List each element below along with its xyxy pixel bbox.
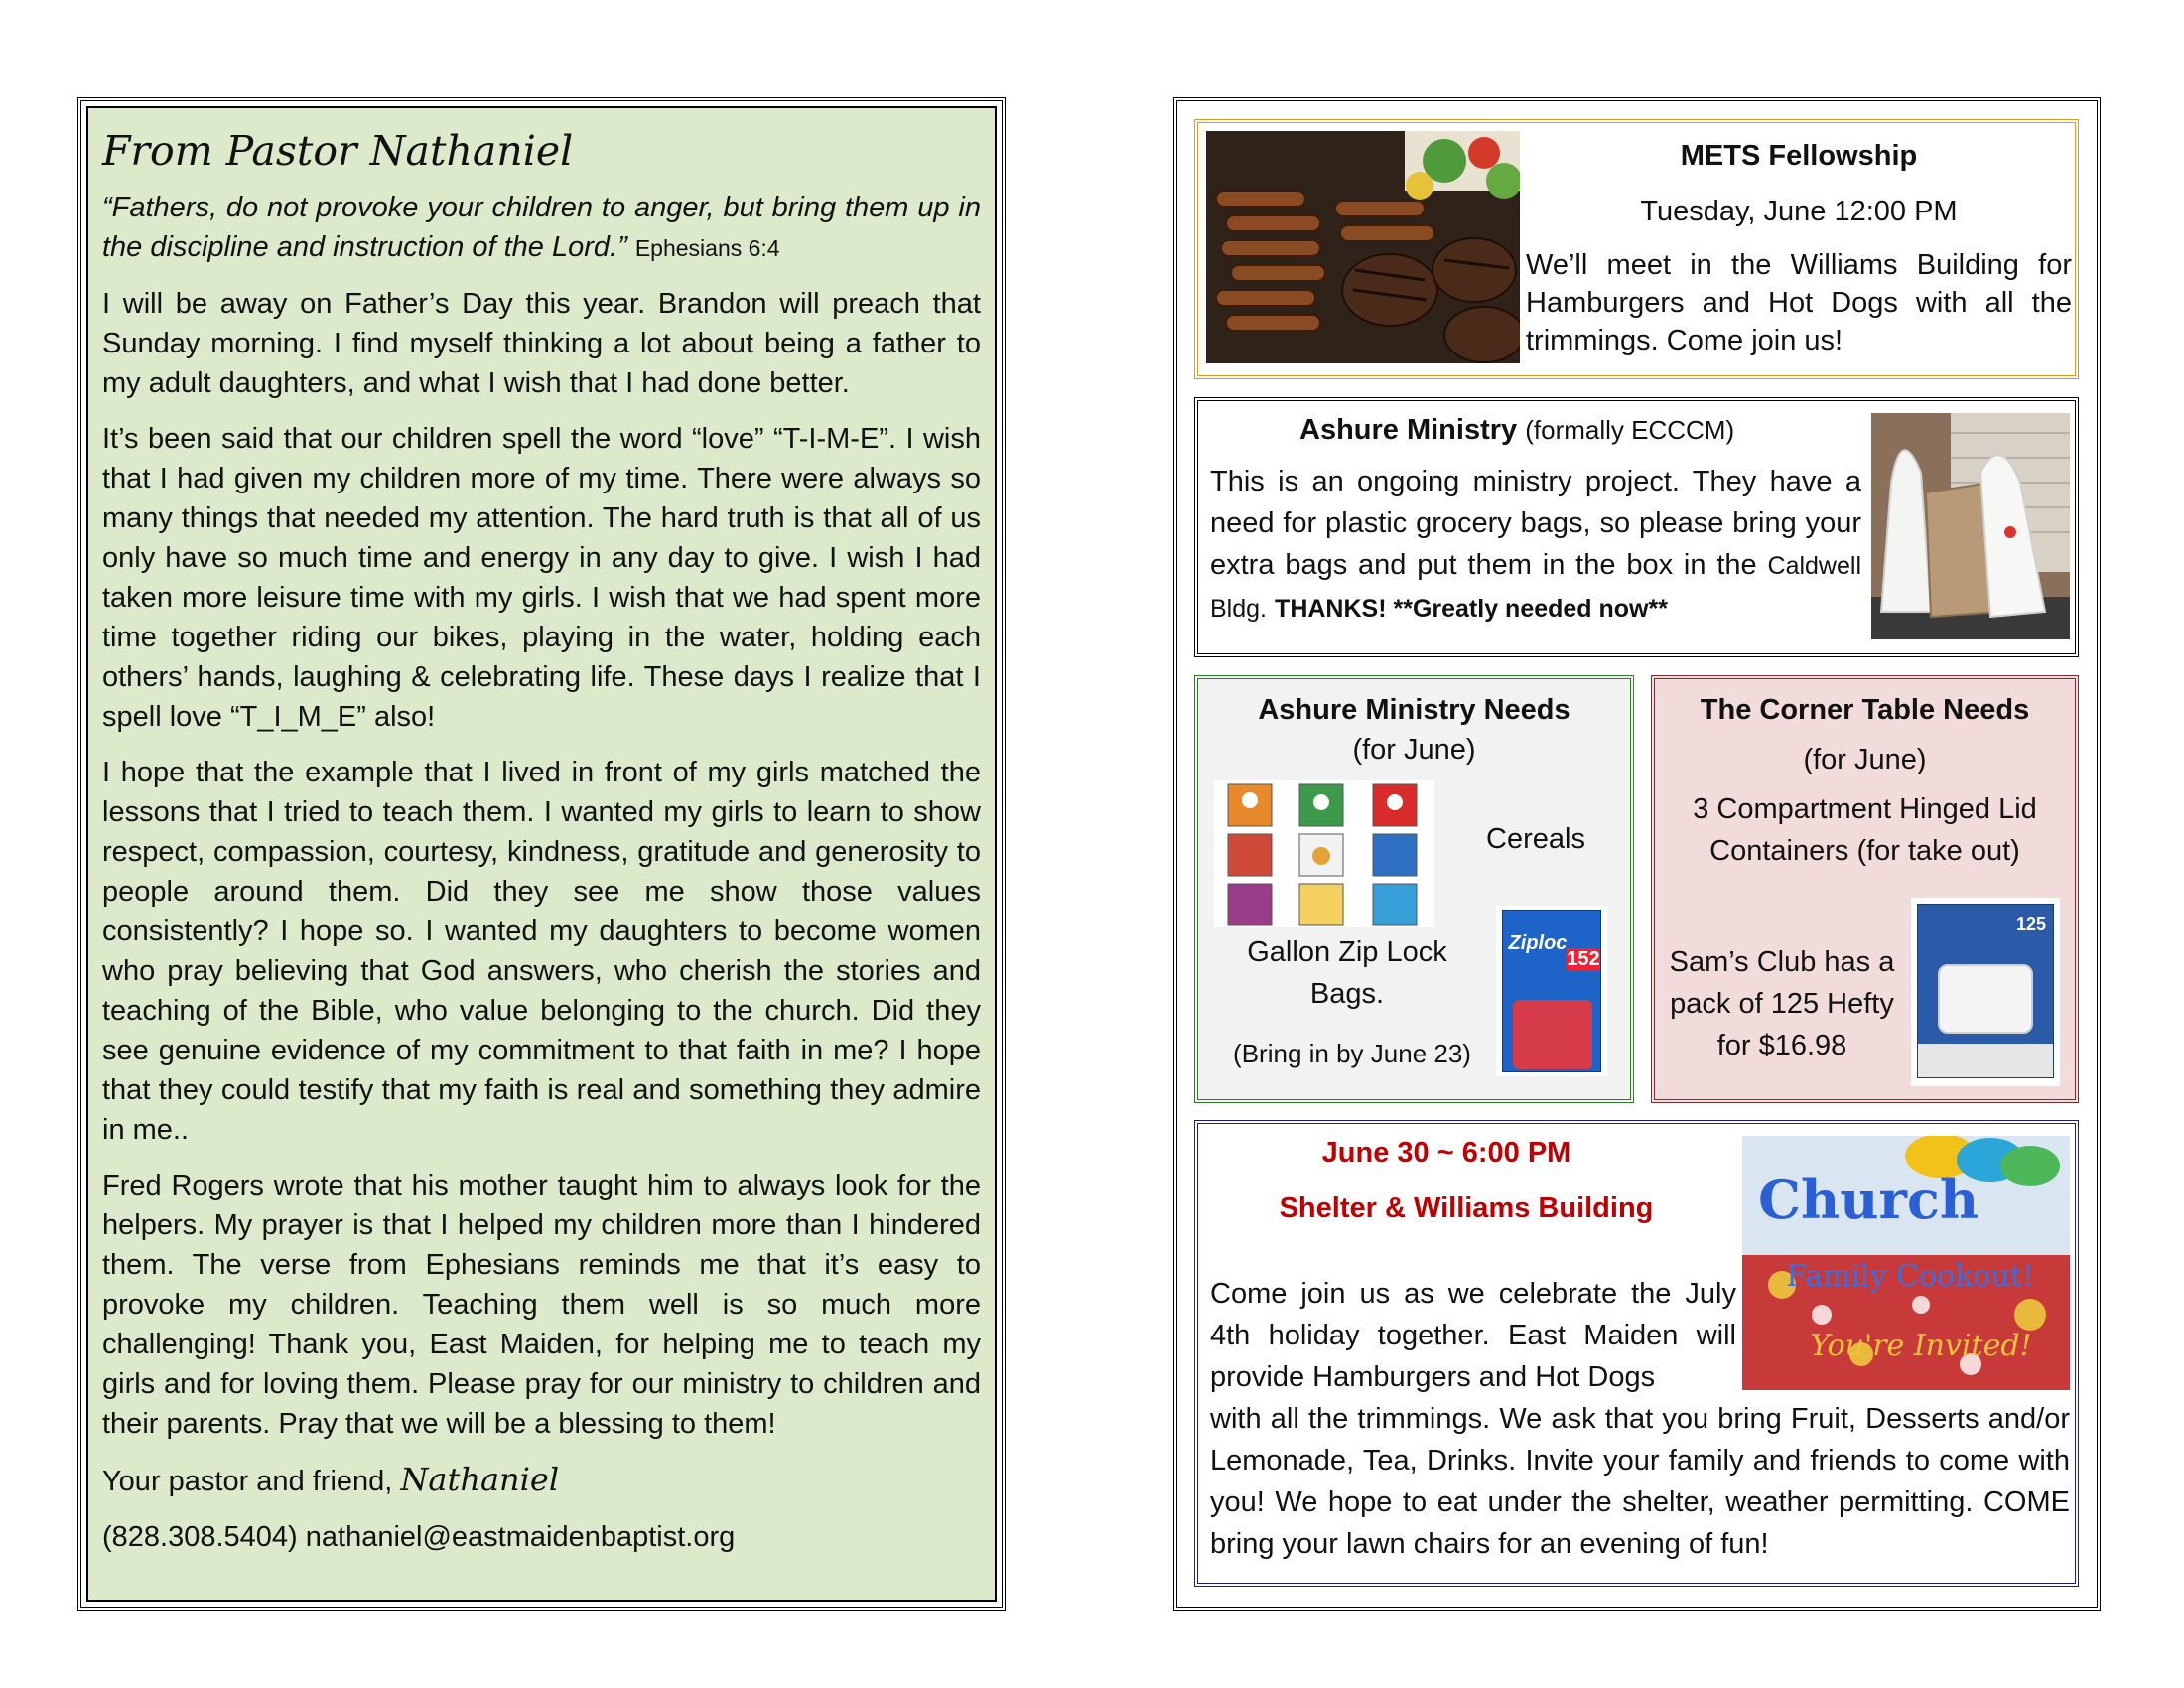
ashure-needs-box <box>1194 675 1634 1103</box>
letter-paragraph-2: It’s been said that our children spell the word “love” “T-I-M-E”. I wish that I had given my children more of my time. There were always so many things that needed my attention. The hard truth is that all of us only have so much time and energy in any day to give. I wish I had taken more leisure time with my girls. I wish that we had spent more time together riding our bikes, playing in the water, holding each others’ hands, laughing & celebrating life. These days I realize that I spell love “T_I_M_E” also! <box>102 423 981 733</box>
ashure-body: This is an ongoing ministry project. They have a need for plastic grocery bags, so please bring your extra bags and put them in the box in the <box>1210 466 1861 581</box>
cookout-description-bottom: with all the trimmings. We ask that you bring Fruit, Desserts and/or Lemonade, Tea, Drinks. Invite your family and friends to come with you! We hope to eat under the shelter, weather permitting. COME bring your lawn chairs for an evening of fun! <box>1210 1403 2070 1560</box>
hefty-containers-photo <box>1911 898 2060 1086</box>
ashure-thanks: THANKS! **Greatly needed now** <box>1275 595 1668 623</box>
cookout-invite-graphic <box>1742 1136 2070 1390</box>
ashure-subtitle: (formally ECCCM) <box>1525 415 1735 445</box>
container-graphic <box>1938 964 2033 1034</box>
corner-title: The Corner Table Needs <box>1700 694 2030 726</box>
ashure-place: Caldwell Bldg. <box>1210 552 1861 623</box>
cookout-time: June 30 ~ 6:00 PM <box>1321 1137 1571 1169</box>
need-ziplock-bags: Gallon Zip Lock Bags. <box>1247 936 1447 1010</box>
pastor-signature: Nathaniel <box>400 1461 560 1498</box>
invite-tagline: You're Invited! <box>1810 1329 2032 1363</box>
hefty-count: 125 <box>2015 914 2047 934</box>
corner-item: 3 Compartment Hinged Lid Containers (for take out) <box>1693 793 2037 867</box>
corner-period: (for June) <box>1803 744 1927 775</box>
pastor-letter-body <box>86 106 997 1602</box>
verse-text: “Fathers, do not provoke your children to anger, but bring them up in the discipline and instruction of the Lord.” <box>102 192 981 263</box>
cereal-boxes-photo <box>1214 780 1434 927</box>
pastor-letter-panel <box>77 97 1006 1611</box>
scripture-quote <box>102 188 981 268</box>
ziploc-box-photo <box>1496 906 1607 1076</box>
ashure-heading <box>1299 411 1855 449</box>
corner-table-box <box>1651 675 2079 1103</box>
hefty-package <box>1917 904 2054 1078</box>
ziploc-bag-graphic <box>1513 1000 1592 1069</box>
letter-paragraph-1: I will be away on Father’s Day this year. Brandon will preach that Sunday morning. I find myself thinking a lot about being a father to my adult daughters, and what I wish that I had done better. <box>102 288 981 399</box>
pastor-letter-title: From Pastor Nathaniel <box>102 127 574 175</box>
ziploc-box <box>1502 910 1601 1072</box>
invite-title: Church <box>1758 1168 1979 1231</box>
needs-title: Ashure Ministry Needs <box>1258 694 1570 726</box>
corner-price-note: Sam’s Club has a pack of 125 Hefty for $16.98 <box>1669 946 1895 1061</box>
need-cereals: Cereals <box>1486 823 1585 855</box>
needs-deadline: (Bring in by June 23) <box>1233 1039 1471 1068</box>
signoff-text: Your pastor and friend, <box>102 1466 393 1497</box>
ziploc-brand: Ziploc <box>1508 932 1568 954</box>
letter-paragraph-4: Fred Rogers wrote that his mother taught him to always look for the helpers. My prayer is that I helped my children more than I hindered them. The verse from Ephesians reminds me that it’s easy to provoke my children. Teaching them well is so much more challenging! Thank you, East Maiden, for helping me to teach my girls and for loving them. Please pray for our ministry to children and their parents. Pray that we will be a blessing to them! <box>102 1170 981 1440</box>
needs-period: (for June) <box>1352 734 1476 766</box>
ashure-ministry-box <box>1194 397 2079 657</box>
invite-subtitle: Family Cookout! <box>1786 1259 2034 1294</box>
cookout-location: Shelter & Williams Building <box>1279 1193 1654 1224</box>
mets-description: We’ll meet in the Williams Building for Hamburgers and Hot Dogs with all the trimmings. Come join us! <box>1526 249 2072 356</box>
container-stack <box>1918 1044 2053 1077</box>
pastor-contact: (828.308.5404) nathaniel@eastmaidenbaptist.org <box>102 1521 736 1553</box>
letter-signoff <box>102 1460 981 1501</box>
verse-reference: Ephesians 6:4 <box>634 235 780 261</box>
mets-fellowship-box <box>1194 119 2079 379</box>
mets-title: METS Fellowship <box>1680 140 1918 172</box>
cookout-box <box>1194 1120 2079 1587</box>
letter-paragraph-3: I hope that the example that I lived in front of my girls matched the lessons that I tried to teach them. I wanted my girls to learn to show respect, compassion, courtesy, kindness, gratitude and generosity to people around them. Did they see me show those values consistently? I hope so. I wanted my daughters to become women who pray believing that God answers, who cherish the stories and teaching of the Bible, who value belonging to the church. Did they see genuine evidence of my commitment to that faith in me? I hope that they could testify that my faith is real and something they admire in me.. <box>102 757 981 1146</box>
mets-time: Tuesday, June 12:00 PM <box>1640 196 1958 227</box>
ziploc-count: 152 <box>1567 948 1600 970</box>
grill-photo <box>1206 131 1520 363</box>
ashure-description <box>1210 461 1861 630</box>
ashure-title: Ashure Ministry <box>1299 414 1518 446</box>
cookout-description-top: Come join us as we celebrate the July 4th holiday together. East Maiden will provide Hamburgers and Hot Dogs <box>1210 1278 1736 1393</box>
grocery-bags-photo <box>1871 413 2070 639</box>
